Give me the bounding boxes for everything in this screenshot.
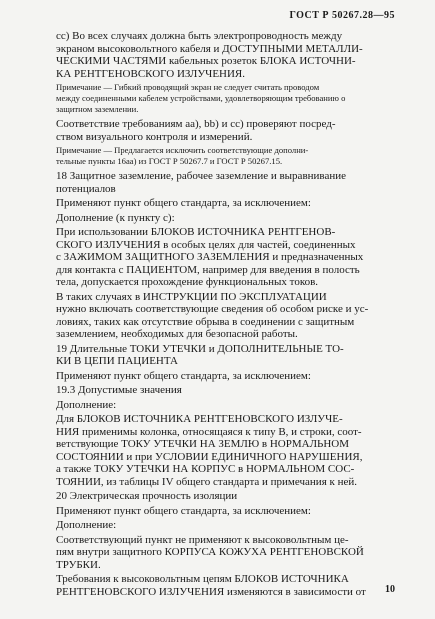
text-line: с ЗАЖИМОМ ЗАЩИТНОГО ЗАЗЕМЛЕНИЯ и предназначенных	[56, 251, 364, 263]
document-header: ГОСТ Р 50267.28—95	[289, 10, 395, 21]
text-line: Для БЛОКОВ ИСТОЧНИКА РЕНТГЕНОВСКОГО ИЗЛУЧЕ-	[56, 413, 343, 425]
text-line: ловиях, таких как отсутствие обрыва в соединении с защитным	[56, 315, 355, 328]
text-line: потенциалов	[56, 182, 116, 195]
text-line: нужно включать соответствующие сведения об особом риске и ус-	[56, 303, 369, 315]
text-paragraph	[38, 384, 398, 397]
text-line: ЧЕСКИМИ ЧАСТЯМИ кабельных розеток БЛОКА ИСТОЧНИ-	[56, 55, 356, 67]
text-line: Требования к высоковольтным цепям БЛОКОВ ИСТОЧНИКА	[56, 573, 349, 585]
text-paragraph	[38, 490, 398, 503]
text-line: ством визуального контроля и измерений.	[56, 130, 253, 143]
text-line: ветствующие ТОКУ УТЕЧКИ НА ЗЕМЛЮ в НОРМАЛЬНОМ	[56, 438, 350, 450]
text-line: заземлением, необходимых для безопасной работы.	[56, 328, 298, 340]
text-line: Примечание — Предлагается исключить соответствующие дополни-	[56, 145, 309, 155]
text-paragraph	[38, 291, 398, 341]
text-paragraph	[38, 170, 398, 195]
text-line: В таких случаях в ИНСТРУКЦИИ ПО ЭКСПЛУАТАЦИИ	[56, 290, 327, 303]
text-line: Применяют пункт общего стандарта, за исключением:	[56, 197, 311, 209]
text-line: тельные пункты 16аа) из ГОСТ Р 50267.7 и ГОСТ Р 50267.15.	[56, 156, 283, 166]
note-paragraph	[38, 82, 398, 115]
page-number: 10	[385, 584, 395, 595]
text-line: ТОЯНИИ, из таблицы IV общего стандарта и примечания к ней.	[56, 475, 358, 488]
text-line: Соответствующий пункт не применяют к высоковольтным це-	[56, 533, 349, 546]
text-line: Дополнение (к пункту с):	[56, 211, 175, 224]
note-paragraph	[38, 145, 398, 167]
text-line: Дополнение:	[56, 398, 117, 411]
text-line: а также ТОКУ УТЕЧКИ НА КОРПУС в НОРМАЛЬНОМ СОС-	[56, 463, 355, 475]
text-line: 18 Защитное заземление, рабочее заземление и выравнивание	[56, 170, 346, 182]
text-line: НИЯ применимы колонка, относящаяся к типу В, и строки, соот-	[56, 425, 362, 438]
text-line: между соединенными кабелем устройствами, удовлетворяющим требованию о	[56, 93, 346, 103]
text-line: 19 Длительные ТОКИ УТЕЧКИ и ДОПОЛНИТЕЛЬНЫЕ ТО-	[56, 342, 344, 355]
text-line: 20 Электрическая прочность изоляции	[56, 490, 238, 502]
text-paragraph	[38, 343, 398, 368]
text-paragraph	[38, 370, 398, 383]
text-line: КА РЕНТГЕНОВСКОГО ИЗЛУЧЕНИЯ.	[56, 67, 246, 80]
text-line: СОСТОЯНИИ и при УСЛОВИИ ЕДИНИЧНОГО НАРУШЕНИЯ,	[56, 450, 363, 463]
text-line: экраном высоковольтного кабеля и ДОСТУПНЫМИ МЕТАЛЛИ-	[56, 42, 363, 55]
document-body	[38, 30, 398, 600]
text-line: сс) Во всех случаях должна быть электропроводность между	[56, 30, 343, 42]
text-paragraph	[38, 212, 398, 225]
text-line: Применяют пункт общего стандарта, за исключением:	[56, 369, 311, 382]
text-paragraph	[38, 197, 398, 210]
text-line: При использовании БЛОКОВ ИСТОЧНИКА РЕНТГЕНОВ-	[56, 226, 336, 238]
text-paragraph	[38, 399, 398, 412]
text-paragraph	[38, 413, 398, 488]
text-paragraph	[38, 534, 398, 572]
text-paragraph	[38, 573, 398, 598]
text-paragraph	[38, 519, 398, 532]
text-line: Применяют пункт общего стандарта, за исключением:	[56, 504, 311, 517]
text-paragraph	[38, 30, 398, 80]
text-line: для контакта с ПАЦИЕНТОМ, например для введения в полость	[56, 263, 360, 276]
text-paragraph	[38, 226, 398, 289]
text-line: Примечание — Гибкий проводящий экран не следует считать проводом	[56, 82, 320, 92]
text-paragraph	[38, 118, 398, 143]
text-line: Соответствие требованиям аа), bb) и сс) проверяют посред-	[56, 118, 336, 130]
text-line: СКОГО ИЗЛУЧЕНИЯ в особых целях для частей, соединенных	[56, 238, 356, 251]
text-line: Дополнение:	[56, 519, 117, 531]
text-line: РЕНТГЕНОВСКОГО ИЗЛУЧЕНИЯ изменяются в зависимости от	[56, 585, 366, 598]
text-line: КИ В ЦЕПИ ПАЦИЕНТА	[56, 355, 178, 367]
text-line: тела, допускается прохождение функциональных токов.	[56, 276, 319, 288]
text-line: защитном заземлении.	[56, 104, 139, 114]
text-line: ТРУБКИ.	[56, 558, 101, 571]
text-line: пям внутри защитного КОРПУСА КОЖУХА РЕНТГЕНОВСКОЙ	[56, 546, 364, 558]
text-line: 19.3 Допустимые значения	[56, 384, 182, 396]
text-paragraph	[38, 505, 398, 518]
